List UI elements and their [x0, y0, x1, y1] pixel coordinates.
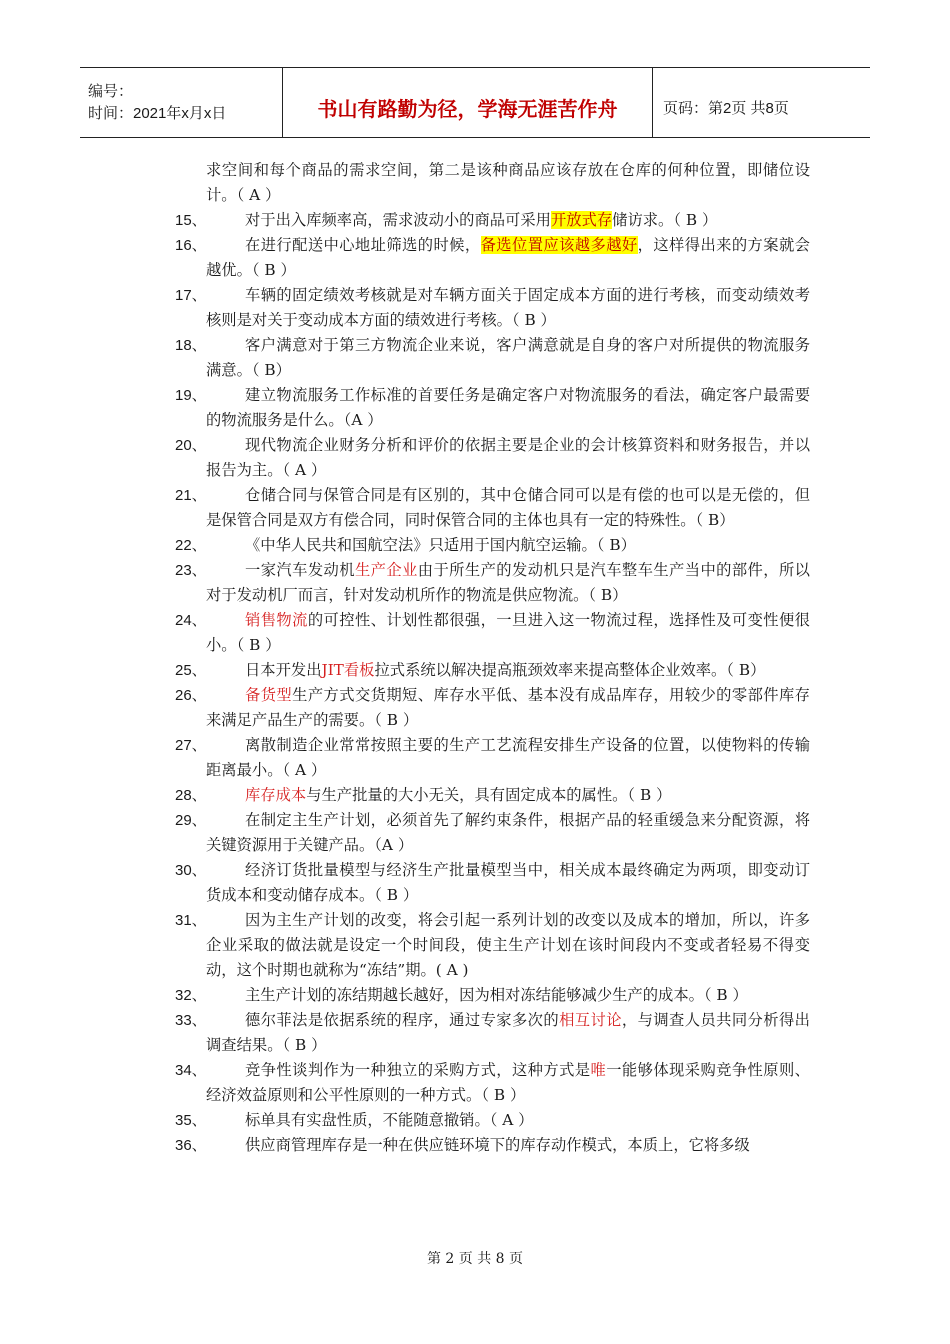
question-item [0, 233, 950, 283]
question-number: 29、 [175, 812, 207, 829]
text-segment: 生产方式交货期短、库存水平低、基本没有成品库存，用较少的零部件库存来满足产品生产的需要。（ B ） [206, 686, 810, 729]
text-segment: 标单具有实盘性质，不能随意撤销。（ A ） [245, 1111, 534, 1129]
question-number: 26、 [175, 687, 207, 704]
question-text [206, 483, 810, 533]
highlighted-text: 销售物流 [245, 611, 308, 629]
question-text [206, 558, 810, 608]
text-segment: 供应商管理库存是一种在供应链环境下的库存动作模式，本质上，它将多级 [245, 1136, 750, 1154]
text-segment: 主生产计划的冻结期越长越好，因为相对冻结能够减少生产的成本。（ B ） [245, 986, 748, 1004]
question-text [206, 783, 810, 808]
highlighted-text: JIT看板 [321, 661, 375, 679]
question-item [0, 1058, 950, 1108]
question-item [0, 483, 950, 533]
question-text [206, 658, 810, 683]
question-item [0, 908, 950, 983]
highlighted-text: 相互讨论 [559, 1011, 622, 1029]
text-segment: 的可控性、计划性都很强，一旦进入这一物流过程，选择性及可变性便很小。（ B ） [206, 611, 810, 654]
question-text [206, 608, 810, 658]
text-segment: 车辆的固定绩效考核就是对车辆方面关于固定成本方面的进行考核，而变动绩效考核则是对关于变动成本方面的绩效进行考核。（ B ） [206, 286, 810, 329]
question-text [206, 733, 810, 783]
question-item [0, 1108, 950, 1133]
question-text [206, 1058, 810, 1108]
page-footer: 第 2 页 共 8 页 [426, 1251, 524, 1267]
text-segment: 客户满意对于第三方物流企业来说，客户满意就是自身的客户对所提供的物流服务满意。（ B） [206, 336, 810, 379]
text-segment: 由于所生产的发动机只是汽车整车生产当中的部件，所以对于发动机厂而言，针对发动机所作的物流是供应物流。（ B） [206, 561, 810, 604]
question-text [206, 433, 810, 483]
question-item [0, 658, 950, 683]
question-item [0, 208, 950, 233]
header-page-label: 页码：第2页 共8页 [663, 100, 789, 117]
question-item [0, 1133, 950, 1158]
question-number: 35、 [175, 1112, 207, 1129]
question-text [206, 533, 810, 558]
highlighted-text: 唯 [590, 1061, 607, 1079]
question-number: 18、 [175, 337, 207, 354]
question-item [0, 383, 950, 433]
question-text [206, 808, 810, 858]
question-item [0, 983, 950, 1008]
question-number: 25、 [175, 662, 207, 679]
question-number: 21、 [175, 487, 207, 504]
text-segment: 因为主生产计划的改变，将会引起一系列计划的改变以及成本的增加，所以，许多企业采取的做法就是设定一个时间段，使主生产计划在该时间段内不变或者轻易不得变动，这个时期也就称为“冻结”期。( A ) [206, 911, 810, 979]
question-text [206, 683, 810, 733]
question-item [0, 158, 950, 208]
doc-number-label: 编号： [88, 82, 134, 100]
question-item [0, 808, 950, 858]
question-text [206, 233, 810, 283]
question-item [0, 858, 950, 908]
question-number: 22、 [175, 537, 207, 554]
question-text [206, 208, 810, 233]
question-number: 16、 [175, 237, 207, 254]
question-number: 32、 [175, 987, 207, 1004]
question-number: 31、 [175, 912, 207, 929]
question-number: 34、 [175, 1062, 207, 1079]
question-text [206, 1133, 810, 1158]
question-number: 36、 [175, 1137, 207, 1154]
question-number: 19、 [175, 387, 207, 404]
text-segment: 《中华人民共和国航空法》只适用于国内航空运输。（ B） [245, 536, 636, 554]
header-motto: 书山有路勤为径，学海无涯苦作舟 [283, 68, 653, 137]
question-number: 27、 [175, 737, 207, 754]
text-segment: 德尔菲法是依据系统的程序，通过专家多次的 [245, 1011, 560, 1029]
text-segment: 储访求。（ B ） [612, 211, 718, 229]
question-text [206, 158, 810, 208]
text-segment: 在制定主生产计划，必须首先了解约束条件，根据产品的轻重缓急来分配资源，将关键资源用于关键产品。（A ） [206, 811, 810, 854]
question-number: 24、 [175, 612, 207, 629]
highlighted-text: 备货型 [245, 686, 293, 704]
text-segment: 一家汽车发动机 [245, 561, 355, 579]
text-segment: 经济订货批量模型与经济生产批量模型当中，相关成本最终确定为两项，即变动订货成本和变动储存成本。（ B ） [206, 861, 810, 904]
question-item [0, 333, 950, 383]
question-text [206, 333, 810, 383]
question-text [206, 283, 810, 333]
doc-time-label: 时间：2021年x月x日 [88, 104, 227, 122]
text-segment: 现代物流企业财务分析和评价的依据主要是企业的会计核算资料和财务报告，并以报告为主。（ A ） [206, 436, 810, 479]
question-number: 20、 [175, 437, 207, 454]
question-item [0, 783, 950, 808]
question-text [206, 858, 810, 908]
page-header [80, 67, 870, 138]
text-segment: 竞争性谈判作为一种独立的采购方式，这种方式是 [245, 1061, 591, 1079]
text-segment: 与生产批量的大小无关，具有固定成本的属性。（ B ） [306, 786, 672, 804]
highlighted-text: 生产企业 [354, 561, 418, 579]
text-segment: 建立物流服务工作标准的首要任务是确定客户对物流服务的看法，确定客户最需要的物流服务是什么。（A ） [206, 386, 810, 429]
question-text [206, 1108, 810, 1133]
question-number: 28、 [175, 787, 207, 804]
question-item [0, 433, 950, 483]
question-text [206, 1008, 810, 1058]
text-segment: ，这样得出来的方案就会越优。（ B ） [206, 236, 810, 279]
text-segment: 离散制造企业常常按照主要的生产工艺流程安排生产设备的位置，以使物料的传输距离最小。（ A ） [206, 736, 810, 779]
highlighted-text: 备选位置应该越多越好 [480, 236, 638, 254]
question-text [206, 383, 810, 433]
question-list [0, 158, 950, 1158]
question-number: 15、 [175, 212, 207, 229]
question-number: 30、 [175, 862, 207, 879]
question-item [0, 283, 950, 333]
highlighted-text: 开放式存 [550, 211, 613, 229]
question-number: 23、 [175, 562, 207, 579]
question-number: 33、 [175, 1012, 207, 1029]
question-item [0, 608, 950, 658]
text-segment: 一能够体现采购竞争性原则、经济效益原则和公平性原则的一种方式。（ B ） [206, 1061, 810, 1104]
text-segment: ，与调查人员共同分析得出调查结果。（ B ） [206, 1011, 810, 1054]
text-segment: 求空间和每个商品的需求空间，第二是该种商品应该存放在仓库的何种位置，即储位设计。（ A ） [206, 161, 810, 204]
question-item [0, 533, 950, 558]
highlighted-text: 库存成本 [245, 786, 307, 804]
text-segment: 仓储合同与保管合同是有区别的，其中仓储合同可以是有偿的也可以是无偿的，但是保管合同是双方有偿合同，同时保管合同的主体也具有一定的特殊性。（ B） [206, 486, 810, 529]
text-segment: 在进行配送中心地址筛选的时候， [245, 236, 481, 254]
question-item [0, 558, 950, 608]
text-segment: 拉式系统以解决提高瓶颈效率来提高整体企业效率。（ B） [374, 661, 766, 679]
question-text [206, 983, 810, 1008]
header-meta [80, 68, 283, 137]
question-item [0, 1008, 950, 1058]
question-item [0, 733, 950, 783]
question-item [0, 683, 950, 733]
question-number: 17、 [175, 287, 207, 304]
question-text [206, 908, 810, 983]
text-segment: 对于出入库频率高，需求波动小的商品可采用 [245, 211, 551, 229]
text-segment: 日本开发出 [245, 661, 322, 679]
